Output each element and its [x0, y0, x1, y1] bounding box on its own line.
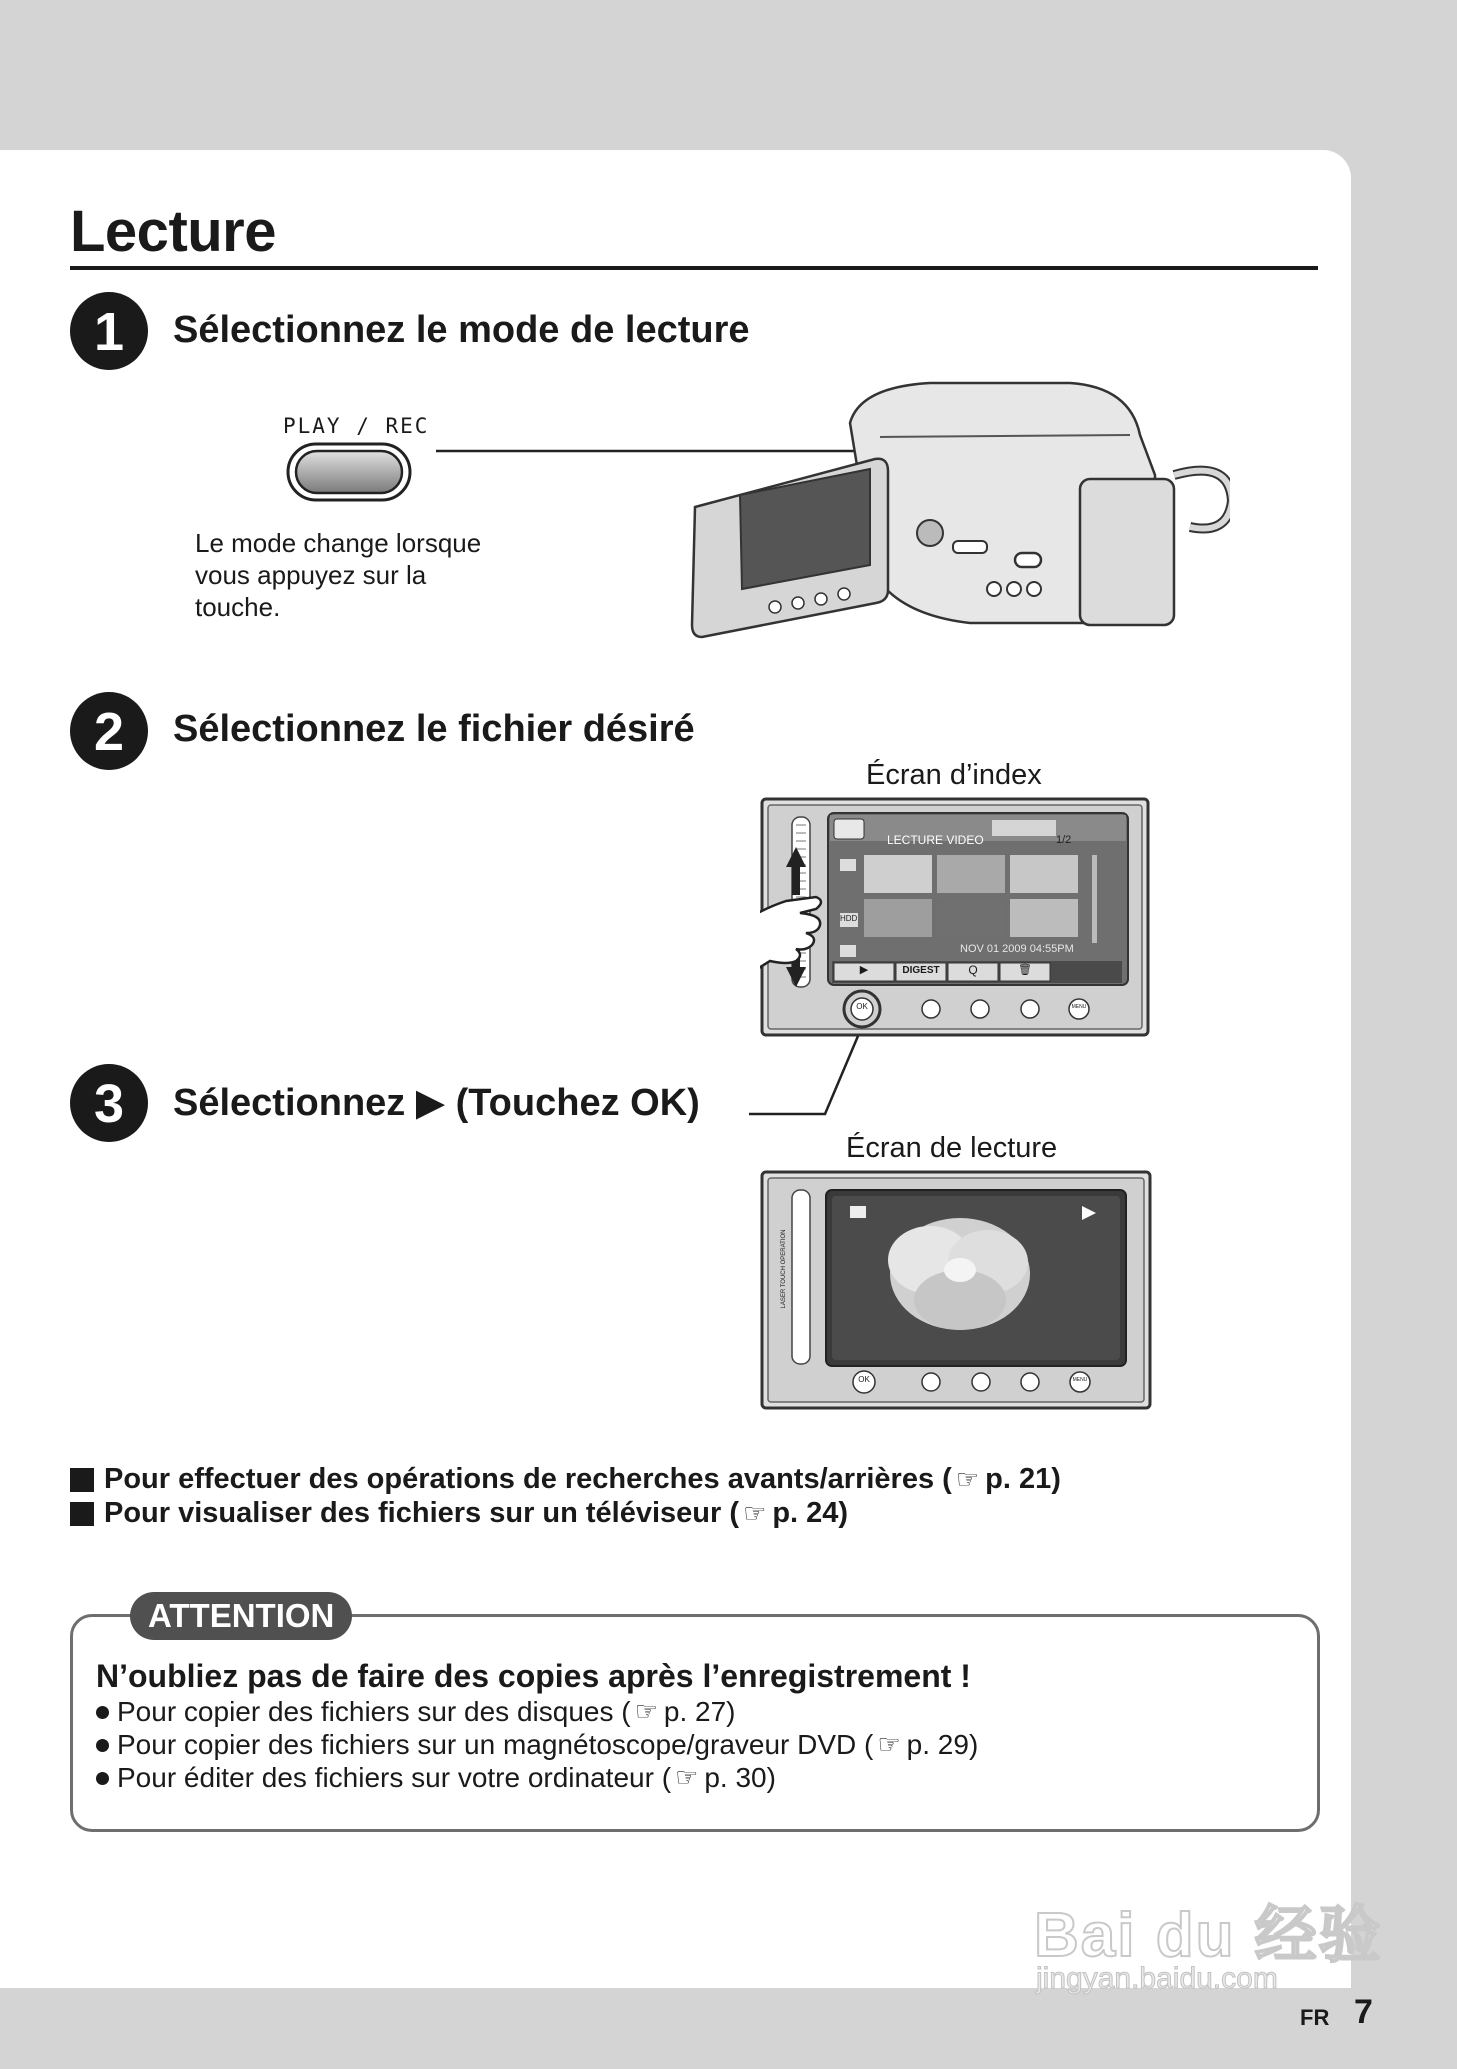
step-3-heading: Sélectionnez ▶ (Touchez OK) — [173, 1082, 700, 1124]
bullet-dot-icon — [96, 1706, 109, 1719]
playback-screen-label: Écran de lecture — [846, 1132, 1058, 1164]
index-page-counter: 1/2 — [1056, 834, 1072, 846]
menu-button[interactable]: MENU — [1071, 1004, 1087, 1010]
search-softkey[interactable]: Q — [968, 963, 978, 977]
ok-leader-line — [745, 1020, 875, 1130]
step-3-number: 3 — [70, 1064, 148, 1142]
caption-line: Le mode change lorsque — [195, 528, 482, 558]
menu-button[interactable]: MENU — [1072, 1377, 1088, 1383]
camcorder-illustration — [430, 375, 1230, 645]
attention-item-text: Pour éditer des fichiers sur votre ordinateur ( — [117, 1762, 672, 1793]
step-1-heading: Sélectionnez le mode de lecture — [173, 309, 750, 351]
baidu-watermark-url: jingyan.baidu.com — [1036, 1962, 1278, 1995]
note-text: Pour visualiser des fichiers sur un téléviseur ( — [104, 1497, 740, 1529]
index-screen-label: Écran d’index — [866, 759, 1042, 791]
page-title: Lecture — [70, 199, 277, 264]
reference-hand-icon: ☞ — [634, 1697, 658, 1727]
reference-hand-icon: ☞ — [743, 1498, 767, 1529]
attention-item — [96, 1696, 736, 1728]
attention-tab: ATTENTION — [130, 1592, 352, 1640]
attention-item-reference[interactable]: p. 30) — [704, 1762, 776, 1793]
note-search — [70, 1463, 1061, 1496]
attention-item-reference[interactable]: p. 29) — [906, 1729, 979, 1760]
hdd-icon: HDD — [840, 914, 858, 923]
step-2-number: 2 — [70, 692, 148, 770]
baidu-watermark-logo: Bai du 经验 — [1034, 1901, 1383, 1970]
reference-hand-icon: ☞ — [955, 1464, 980, 1495]
index-screen-panel — [760, 797, 1150, 1037]
play-softkey[interactable]: ▶ — [859, 964, 869, 976]
ok-button[interactable]: OK — [856, 1002, 868, 1011]
page-number: 7 — [1354, 1993, 1373, 2031]
attention-item — [96, 1762, 776, 1794]
reference-hand-icon: ☞ — [877, 1730, 901, 1760]
bullet-dot-icon — [96, 1739, 109, 1752]
caption-line: touche. — [195, 592, 281, 622]
play-rec-button-icon — [280, 440, 450, 504]
note-text: Pour effectuer des opérations de recherches avants/arrières ( — [104, 1463, 952, 1495]
note-reference[interactable]: p. 21) — [985, 1463, 1061, 1495]
square-bullet-icon — [70, 1502, 94, 1526]
play-rec-label: PLAY / REC — [283, 414, 430, 438]
index-timestamp: NOV 01 2009 04:55PM — [960, 943, 1074, 955]
attention-item-text: Pour copier des fichiers sur un magnétoscope/graveur DVD ( — [117, 1729, 874, 1760]
laser-touch-text: LASER TOUCH OPERATION — [781, 1229, 787, 1309]
attention-heading: N’oubliez pas de faire des copies après l’enregistrement ! — [96, 1658, 971, 1694]
ok-button[interactable]: OK — [858, 1375, 870, 1384]
step-2-heading: Sélectionnez le fichier désiré — [173, 708, 695, 750]
playback-screen-panel — [760, 1170, 1152, 1410]
title-divider — [70, 266, 1318, 270]
playback-screen-frame — [760, 1170, 1152, 1410]
note-reference[interactable]: p. 24) — [772, 1497, 849, 1529]
bullet-dot-icon — [96, 1772, 109, 1785]
attention-item — [96, 1729, 978, 1761]
delete-softkey[interactable]: 🗑 — [1018, 964, 1032, 976]
attention-item-reference[interactable]: p. 27) — [663, 1696, 736, 1727]
note-tv — [70, 1497, 848, 1530]
footer-language: FR — [1300, 2005, 1330, 2030]
step-1-number: 1 — [70, 292, 148, 370]
square-bullet-icon — [70, 1468, 94, 1492]
digest-softkey[interactable]: DIGEST — [902, 965, 940, 976]
reference-hand-icon: ☞ — [675, 1763, 699, 1793]
attention-item-text: Pour copier des fichiers sur des disques ( — [117, 1696, 631, 1727]
index-mode-text: LECTURE VIDEO — [887, 833, 984, 847]
caption-line: vous appuyez sur la — [195, 560, 427, 590]
